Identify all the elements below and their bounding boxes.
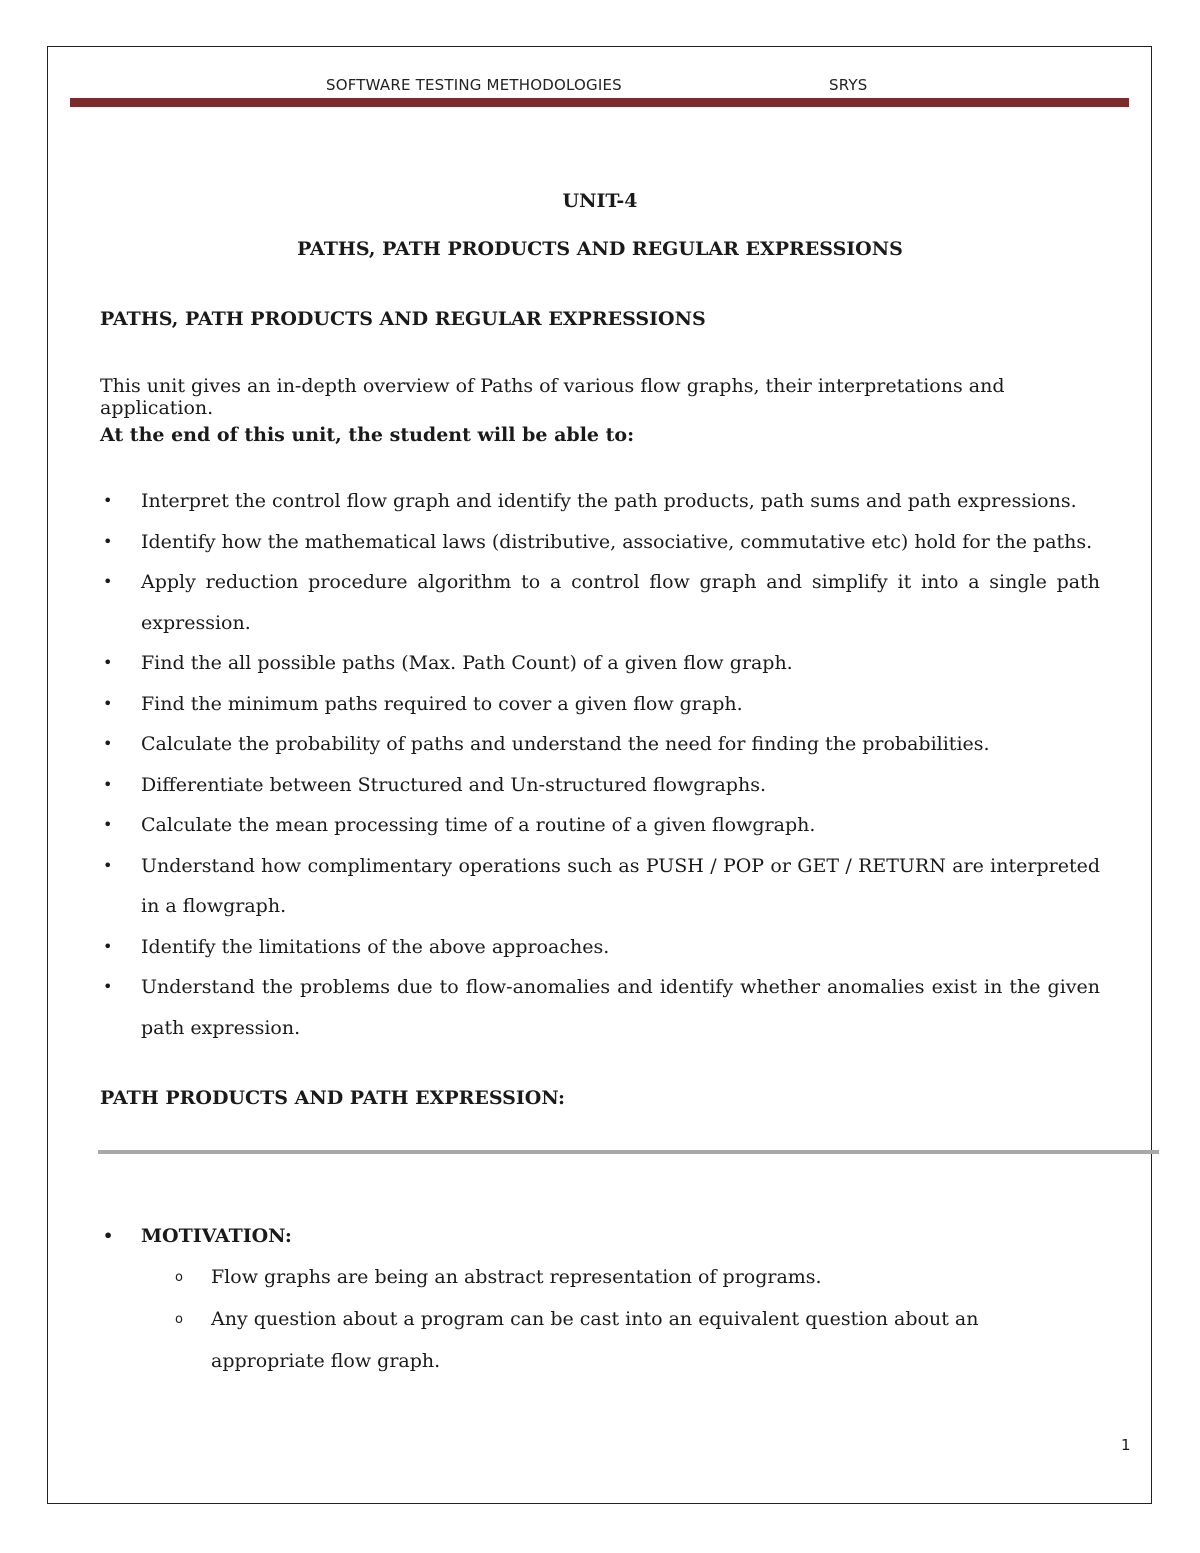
objectives-list <box>100 481 1100 1048</box>
bullet-icon: • <box>103 815 113 834</box>
list-item-text: Apply reduction procedure algorithm to a control flow graph and simplify it into a single path expression. <box>141 571 1100 634</box>
list-item <box>100 481 1100 522</box>
motivation-block <box>100 1216 1100 1382</box>
section-divider <box>98 1150 1159 1154</box>
list-item-text: Flow graphs are being an abstract representation of programs. <box>211 1266 822 1288</box>
header-author: SRYS <box>829 76 868 94</box>
list-item-text: Identify the limitations of the above approaches. <box>141 935 610 958</box>
list-item-text: Any question about a program can be cast into an equivalent question about an appropriate flow graph. <box>211 1308 979 1372</box>
circle-bullet-icon: o <box>175 1270 183 1285</box>
bullet-icon: • <box>103 936 113 956</box>
list-item-text: Calculate the probability of paths and understand the need for finding the probabilities. <box>141 733 990 755</box>
list-item <box>100 684 1100 725</box>
unit-title: PATHS, PATH PRODUCTS AND REGULAR EXPRESSIONS <box>297 238 903 260</box>
page-number: 1 <box>1121 1436 1131 1454</box>
path-products-heading: PATH PRODUCTS AND PATH EXPRESSION: <box>100 1087 566 1109</box>
list-item-text: Understand how complimentary operations such as PUSH / POP or GET / RETURN are interpreted in a flowgraph. <box>141 854 1100 917</box>
motivation-list <box>100 1256 1100 1382</box>
list-item <box>100 522 1100 563</box>
bullet-icon: • <box>103 734 113 753</box>
bullet-icon: • <box>103 774 113 794</box>
list-item <box>100 1298 1081 1382</box>
list-item <box>100 724 1100 765</box>
bullet-icon: • <box>103 693 113 713</box>
bullet-icon: • <box>103 491 113 510</box>
list-item <box>100 967 1100 1048</box>
bullet-icon: • <box>103 572 113 591</box>
list-item-text: Identify how the mathematical laws (distributive, associative, commutative etc) hold for the paths. <box>141 530 1093 553</box>
bullet-icon: • <box>103 855 113 875</box>
motivation-heading <box>100 1216 1100 1256</box>
list-item-text: Understand the problems due to flow-anomalies and identify whether anomalies exist in the given path expression. <box>141 976 1100 1039</box>
unit-heading: UNIT-4 <box>562 190 638 212</box>
circle-bullet-icon: o <box>175 1312 183 1327</box>
header-title: SOFTWARE TESTING METHODOLOGIES <box>326 76 622 94</box>
bullet-icon: • <box>103 653 113 672</box>
section-heading: PATHS, PATH PRODUCTS AND REGULAR EXPRESSIONS <box>100 308 706 330</box>
objectives-intro: At the end of this unit, the student will be able to: <box>100 424 635 446</box>
list-item-text: Find the minimum paths required to cover a given flow graph. <box>141 692 743 715</box>
list-item-text: Differentiate between Structured and Un-structured flowgraphs. <box>141 773 766 796</box>
list-item <box>100 765 1100 806</box>
list-item <box>100 562 1100 643</box>
list-item-text: Calculate the mean processing time of a routine of a given flowgraph. <box>141 814 816 836</box>
list-item-text: Interpret the control flow graph and identify the path products, path sums and path expressions. <box>141 490 1077 512</box>
bullet-icon: • <box>103 1226 114 1245</box>
list-item <box>100 805 1100 846</box>
bullet-icon: • <box>103 531 113 551</box>
list-item <box>100 643 1100 684</box>
header-rule <box>70 98 1129 107</box>
bullet-icon: • <box>103 977 113 996</box>
list-item <box>100 1256 1081 1298</box>
list-item <box>100 846 1100 927</box>
motivation-title: MOTIVATION: <box>141 1225 292 1247</box>
list-item <box>100 927 1100 968</box>
intro-paragraph: This unit gives an in-depth overview of Paths of various flow graphs, their interpretations and application. <box>100 375 1005 419</box>
list-item-text: Find the all possible paths (Max. Path Count) of a given flow graph. <box>141 652 793 674</box>
